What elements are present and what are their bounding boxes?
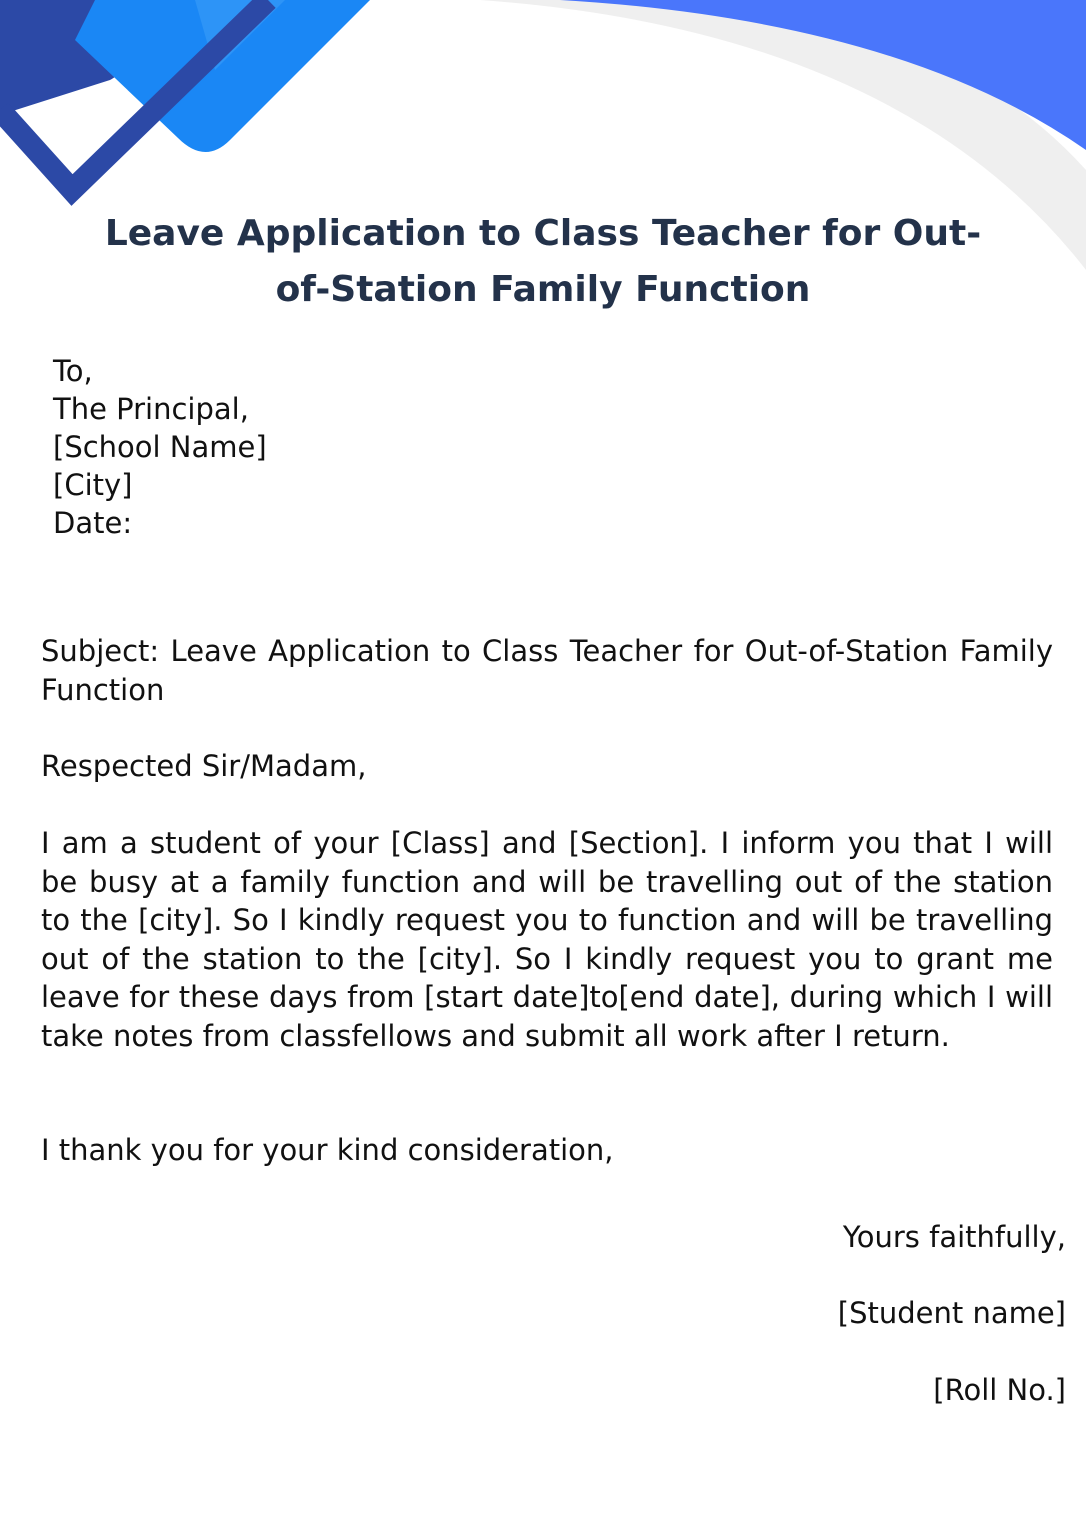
closing-line: Yours faithfully, [842, 1220, 1066, 1254]
student-name-line: [Student name] [837, 1296, 1066, 1330]
roll-number-line: [Roll No.] [933, 1373, 1066, 1407]
recipient-address-block [53, 352, 267, 542]
address-to-line: To, [53, 354, 93, 388]
thanks-line: I thank you for your kind consideration, [41, 1133, 614, 1167]
body-paragraph: I am a student of your [Class] and [Section]. I inform you that I will be busy at a family function and will be travelling out of the station to the [city]. So I kindly request you to function and will be travelling out of the station to the [city]. So I kindly request you to grant me leave for these days from [start date]to[end date], during which I will take notes from classfellows and submit all work after I return. [41, 826, 1053, 1053]
address-school-line: [School Name] [53, 430, 267, 464]
address-date-line: Date: [53, 506, 133, 540]
address-city-line: [City] [53, 468, 133, 502]
subject-line: Subject: Leave Application to Class Teacher for Out-of-Station Family Function [41, 634, 1053, 707]
address-recipient-line: The Principal, [53, 392, 249, 426]
page-title: Leave Application to Class Teacher for Out-of-Station Family Function [104, 213, 982, 310]
salutation: Respected Sir/Madam, [41, 749, 367, 783]
